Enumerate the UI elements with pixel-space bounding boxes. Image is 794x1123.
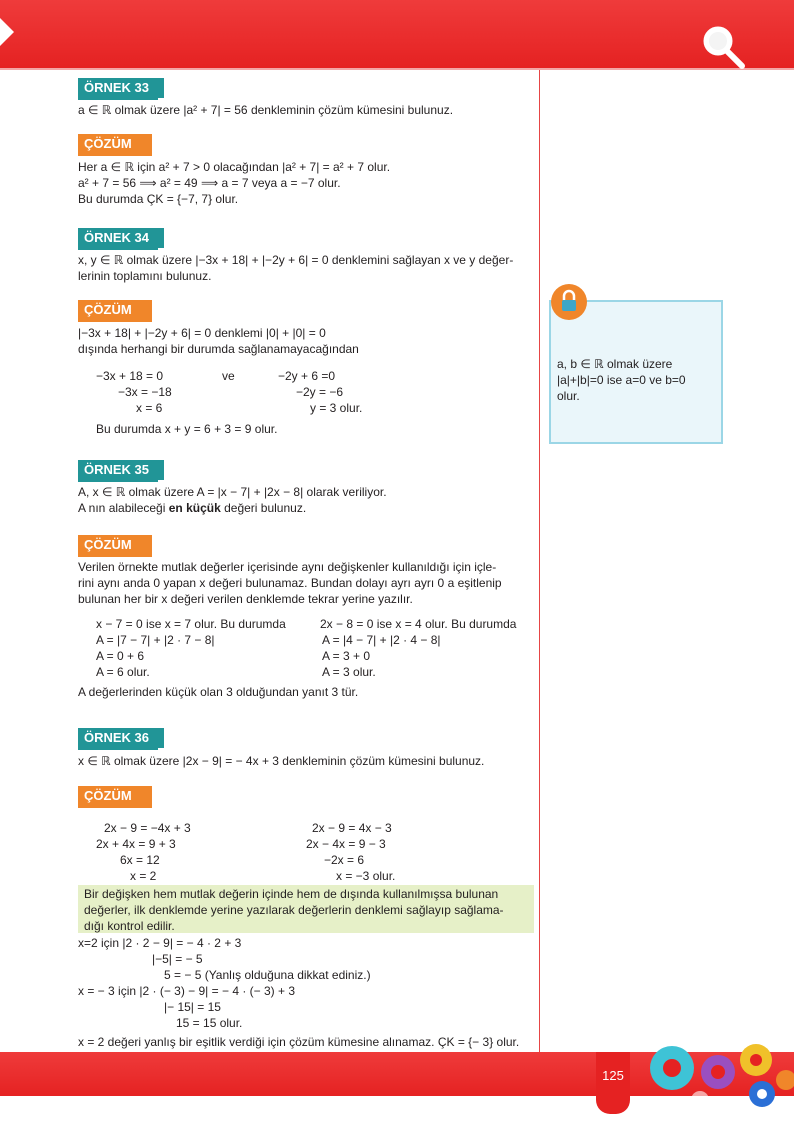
tip-line: olur. xyxy=(557,389,580,403)
page-number: 125 xyxy=(602,1068,624,1083)
gears-decoration-icon xyxy=(640,1040,794,1110)
step-connector: ve xyxy=(222,369,235,383)
example-label: ÖRNEK 35 xyxy=(78,460,164,480)
case-left: x − 7 = 0 ise x = 7 olur. Bu durumda xyxy=(96,617,286,631)
solution-36-conclusion: x = 2 değeri yanlış bir eşitlik verdiği için çözüm kümesine alınamaz. ÇK = {− 3} olur. xyxy=(78,1035,520,1049)
check-line: |−5| = − 5 xyxy=(152,952,203,966)
tip-line: a, b ∈ ℝ olmak üzere xyxy=(557,357,673,371)
case-left: 2x − 9 = −4x + 3 xyxy=(104,821,191,835)
column-divider xyxy=(539,70,540,1055)
solution-33-line: Bu durumda ÇK = {−7, 7} olur. xyxy=(78,192,239,206)
check-line: 15 = 15 olur. xyxy=(176,1016,243,1030)
step-left: −3x = −18 xyxy=(118,385,172,399)
solution-35-conclusion: A değerlerinden küçük olan 3 olduğundan yanıt 3 tür. xyxy=(78,685,359,699)
example-34-label-row xyxy=(78,228,158,250)
check-line: 5 = − 5 (Yanlış olduğuna dikkat ediniz.) xyxy=(164,968,371,982)
case-left: A = |7 − 7| + |2 · 7 − 8| xyxy=(96,633,215,647)
solution-label: ÇÖZÜM xyxy=(78,300,152,320)
solution-35-label-row xyxy=(78,535,152,557)
example-33-question: a ∈ ℝ olmak üzere |a² + 7| = 56 denkleminin çözüm kümesini bulunuz. xyxy=(78,103,454,117)
example-label: ÖRNEK 34 xyxy=(78,228,164,248)
step-right: y = 3 olur. xyxy=(310,401,363,415)
case-right: −2x = 6 xyxy=(324,853,365,867)
example-33-label-row xyxy=(78,78,158,100)
header-bar xyxy=(0,0,794,68)
tip-line: |a|+|b|=0 ise a=0 ve b=0 xyxy=(557,373,686,387)
solution-34-conclusion: Bu durumda x + y = 6 + 3 = 9 olur. xyxy=(96,422,278,436)
example-35-question xyxy=(78,500,306,516)
case-right: 2x − 8 = 0 ise x = 4 olur. Bu durumda xyxy=(320,617,517,631)
case-left: A = 6 olur. xyxy=(96,665,150,679)
step-right: −2y = −6 xyxy=(296,385,344,399)
solution-33-line: a² + 7 = 56 ⟹ a² = 49 ⟹ a = 7 veya a = −7 olur. xyxy=(78,176,341,190)
example-34-question: x, y ∈ ℝ olmak üzere |−3x + 18| + |−2y + 6| = 0 denklemini sağlayan x ve y değer- xyxy=(78,253,514,267)
example-36-label-row xyxy=(78,728,158,750)
solution-33-line: Her a ∈ ℝ için a² + 7 > 0 olacağından |a² + 7| = a² + 7 olur. xyxy=(78,160,391,174)
solution-35-line: Verilen örnekte mutlak değerler içerisinde aynı değişkenler kullanıldığı için içle- xyxy=(78,560,497,574)
note-line: dığı kontrol edilir. xyxy=(84,919,175,933)
lock-icon xyxy=(551,284,587,320)
note-line: Bir değişken hem mutlak değerin içinde hem de dışında kullanılmışsa bulunan xyxy=(84,887,499,901)
question-emphasis: en küçük xyxy=(168,501,221,515)
note-line: değerler, ilk denklemde yerine yazılarak değerlerin denklemi sağlayıp sağlama- xyxy=(84,903,504,917)
case-left: 2x + 4x = 9 + 3 xyxy=(96,837,176,851)
solution-34-line: dışında herhangi bir durumda sağlanamayacağından xyxy=(78,342,359,356)
solution-label: ÇÖZÜM xyxy=(78,134,152,154)
step-right: −2y + 6 =0 xyxy=(278,369,336,383)
case-left: 6x = 12 xyxy=(120,853,160,867)
case-left: A = 0 + 6 xyxy=(96,649,145,663)
case-right: A = 3 olur. xyxy=(322,665,376,679)
solution-34-label-row xyxy=(78,300,152,322)
magnifier-icon xyxy=(698,22,748,70)
example-label: ÖRNEK 33 xyxy=(78,78,164,98)
header-underline xyxy=(0,68,794,70)
step-left: x = 6 xyxy=(136,401,163,415)
example-35-question: A, x ∈ ℝ olmak üzere A = |x − 7| + |2x − 8| olarak veriliyor. xyxy=(78,485,387,499)
check-line: x=2 için |2 · 2 − 9| = − 4 · 2 + 3 xyxy=(78,936,242,950)
case-right: x = −3 olur. xyxy=(336,869,396,883)
case-right: A = |4 − 7| + |2 · 4 − 8| xyxy=(322,633,441,647)
solution-label: ÇÖZÜM xyxy=(78,786,152,806)
solution-35-line: rini aynı anda 0 yapan x değeri bulunamaz. Bundan dolayı ayrı ayrı 0 a eşitlenip xyxy=(78,576,502,590)
solution-33-label-row xyxy=(78,134,152,156)
solution-36-label-row xyxy=(78,786,152,808)
case-right: 2x − 4x = 9 − 3 xyxy=(306,837,386,851)
case-right: 2x − 9 = 4x − 3 xyxy=(312,821,392,835)
question-text: A nın alabileceği xyxy=(78,501,169,515)
example-34-question: lerinin toplamını bulunuz. xyxy=(78,269,212,283)
example-36-question: x ∈ ℝ olmak üzere |2x − 9| = − 4x + 3 denkleminin çözüm kümesini bulunuz. xyxy=(78,754,485,768)
header-notch xyxy=(0,18,14,46)
solution-35-line: bulunan her bir x değeri verilen denklemde tekrar yerine yazılır. xyxy=(78,592,413,606)
case-right: A = 3 + 0 xyxy=(322,649,371,663)
question-text: değeri bulunuz. xyxy=(220,501,307,515)
example-35-label-row xyxy=(78,460,158,482)
solution-label: ÇÖZÜM xyxy=(78,535,152,555)
page-number-tab xyxy=(596,1052,630,1114)
check-line: |− 15| = 15 xyxy=(164,1000,221,1014)
example-label: ÖRNEK 36 xyxy=(78,728,164,748)
check-line: x = − 3 için |2 · (− 3) − 9| = − 4 · (− 3) + 3 xyxy=(78,984,296,998)
solution-34-line: |−3x + 18| + |−2y + 6| = 0 denklemi |0| + |0| = 0 xyxy=(78,326,326,340)
case-left: x = 2 xyxy=(130,869,157,883)
step-left: −3x + 18 = 0 xyxy=(96,369,164,383)
